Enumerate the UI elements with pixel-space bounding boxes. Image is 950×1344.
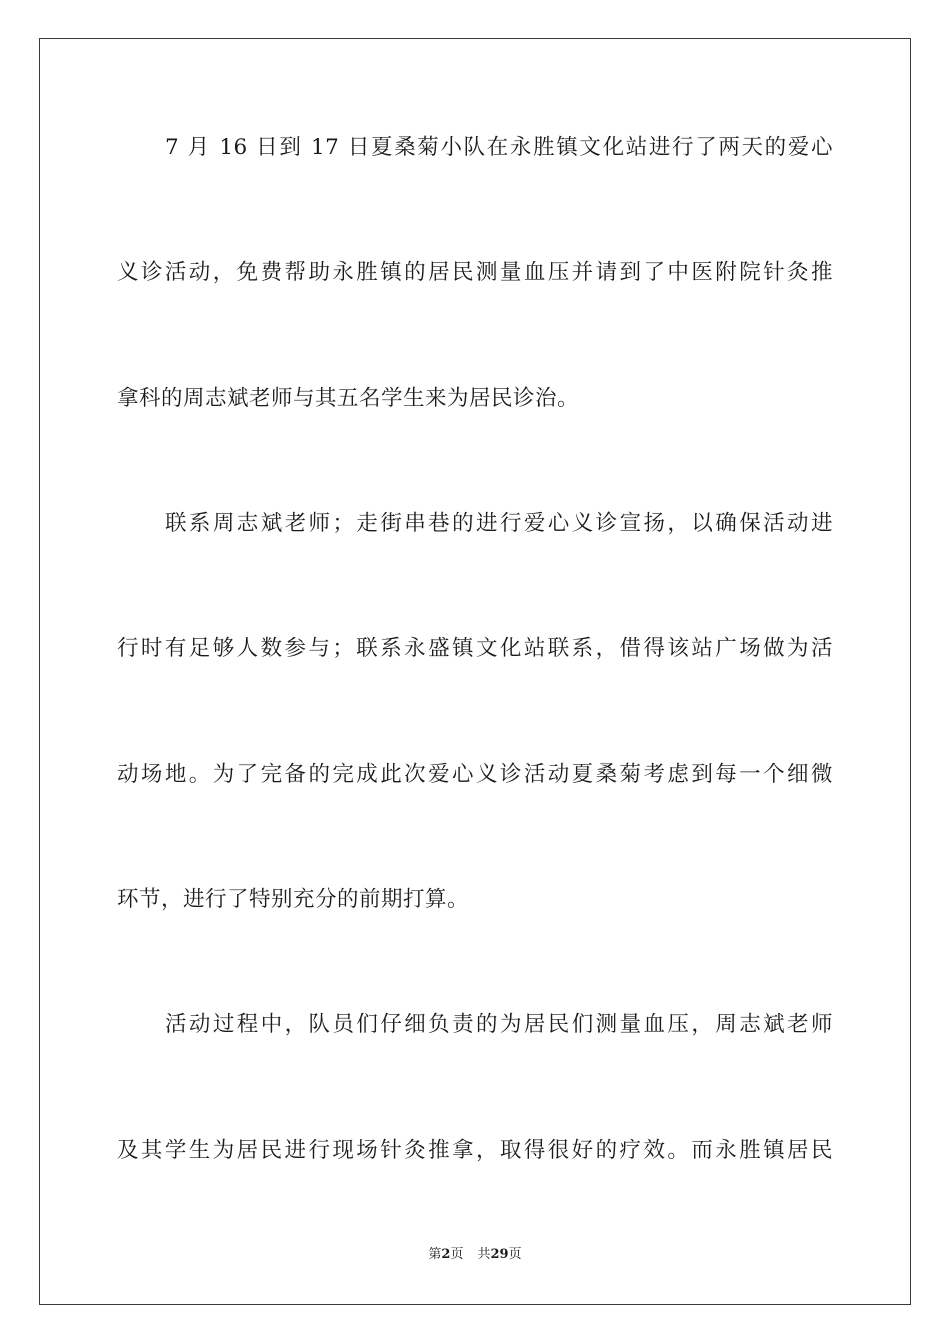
paragraph-3-line-2: 及其学生为居民进行现场针灸推拿，取得很好的疗效。而永胜镇居民 [117,1138,833,1163]
page-border [39,38,911,1305]
paragraph-1-line-3: 拿科的周志斌老师与其五名学生来为居民诊治。 [117,386,580,411]
footer-page-prefix: 第 [428,1247,442,1262]
footer-total-suffix: 页 [508,1247,522,1262]
footer-page-number: 2 [441,1247,451,1262]
paragraph-2-line-2: 行时有足够人数参与；联系永盛镇文化站联系，借得该站广场做为活 [117,636,833,661]
paragraph-2-line-1: 联系周志斌老师；走街串巷的进行爱心义诊宣扬，以确保活动进 [165,511,833,536]
footer-total-pages: 29 [490,1247,509,1262]
paragraph-2-line-4: 环节，进行了特别充分的前期打算。 [117,887,470,912]
paragraph-3-line-1: 活动过程中，队员们仔细负责的为居民们测量血压，周志斌老师 [165,1012,833,1037]
page-footer [0,1246,950,1264]
footer-total-prefix: 共 [477,1247,491,1262]
footer-page-suffix: 页 [450,1247,464,1262]
paragraph-1-line-2: 义诊活动，免费帮助永胜镇的居民测量血压并请到了中医附院针灸推 [117,260,833,285]
paragraph-1-line-1: 7 月 16 日到 17 日夏桑菊小队在永胜镇文化站进行了两天的爱心 [165,135,833,160]
paragraph-2-line-3: 动场地。为了完备的完成此次爱心义诊活动夏桑菊考虑到每一个细微 [117,762,833,787]
